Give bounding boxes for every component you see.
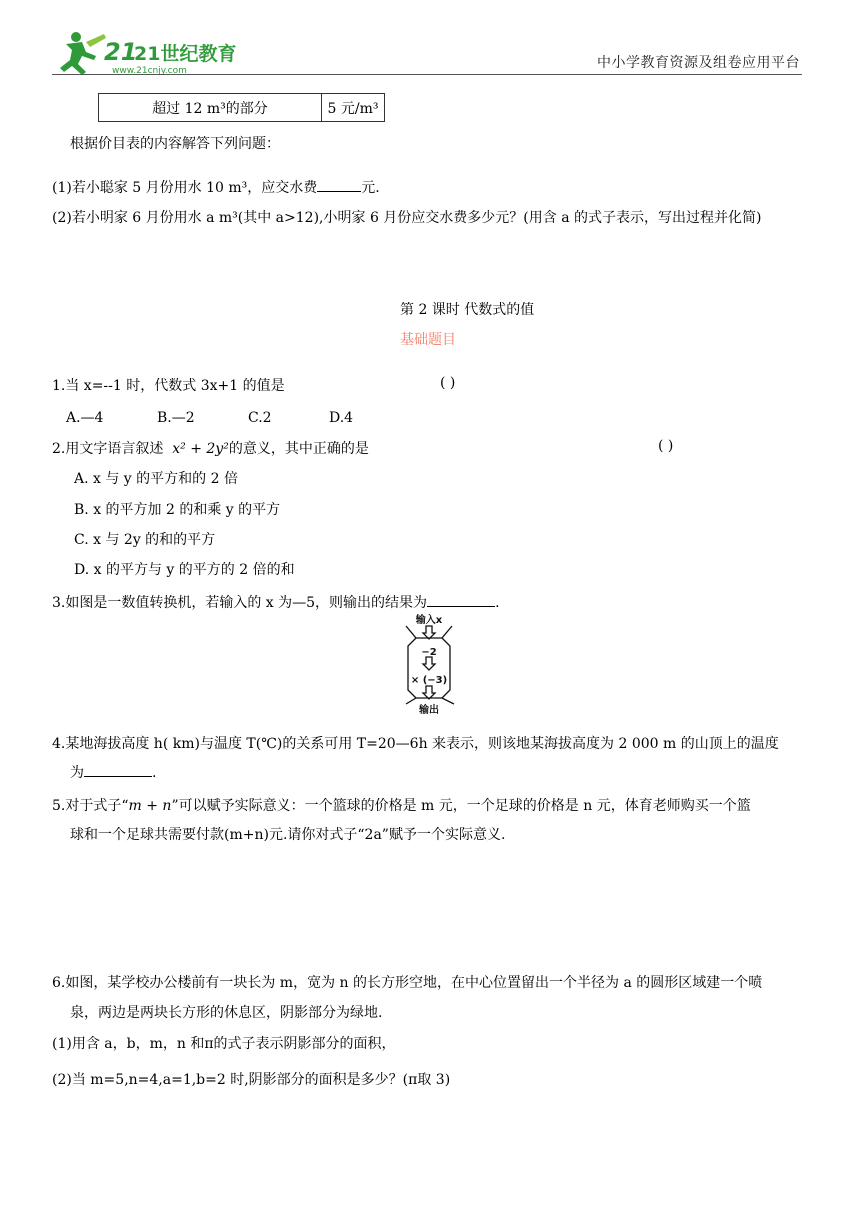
number-conversion-machine-diagram bbox=[398, 612, 464, 716]
question-1-text: (1)若小聪家 5 月份用水 10 m³，应交水费 bbox=[52, 180, 318, 196]
problem-2-option-d: D. x 的平方与 y 的平方的 2 倍的和 bbox=[74, 562, 295, 578]
svg-text:21: 21 bbox=[104, 38, 138, 66]
problem-3-text: 3.如图是一数值转换机，若输入的 x 为—5，则输出的结果为 bbox=[52, 595, 428, 611]
problem-2-stem-before: 2.用文字语言叙述 bbox=[52, 441, 164, 457]
answer-blank[interactable] bbox=[427, 592, 495, 607]
problem-1-answer-paren[interactable]: ( ) bbox=[440, 375, 456, 391]
problem-6-line-2: 泉，两边是两块长方形的休息区，阴影部分为绿地. bbox=[70, 1005, 383, 1021]
down-arrow-icon bbox=[423, 657, 435, 670]
question-1-end: 元. bbox=[361, 180, 380, 196]
price-table bbox=[98, 93, 385, 122]
runner-icon bbox=[60, 32, 106, 75]
down-arrow-icon bbox=[423, 686, 435, 699]
problem-1-option-a: A.—4 bbox=[66, 410, 104, 426]
problem-4-end: . bbox=[152, 765, 157, 781]
intro-text: 根据价目表的内容解答下列问题： bbox=[70, 136, 280, 152]
problem-1-stem: 1.当 x=--1 时，代数式 3x+1 的值是 bbox=[52, 378, 285, 394]
problem-2-stem-after: 的意义，其中正确的是 bbox=[228, 441, 369, 457]
problem-2-answer-paren[interactable]: ( ) bbox=[658, 438, 674, 454]
problem-2-option-a: A. x 与 y 的平方和的 2 倍 bbox=[74, 471, 238, 487]
down-arrow-icon bbox=[423, 626, 435, 639]
header-divider bbox=[52, 74, 802, 75]
problem-2-stem bbox=[52, 438, 369, 458]
problem-3-stem bbox=[52, 592, 500, 612]
problem-1-option-c: C.2 bbox=[248, 410, 272, 426]
problem-5-line-1 bbox=[52, 795, 751, 815]
site-logo bbox=[52, 28, 237, 78]
problem-6-line-1: 6.如图，某学校办公楼前有一块长为 m，宽为 n 的长方形空地，在中心位置留出一个半径为 a 的圆形区域建一个喷 bbox=[52, 975, 763, 991]
question-1 bbox=[52, 177, 380, 197]
problem-5-text-b: ”可以赋予实际意义：一个篮球的价格是 m 元，一个足球的价格是 n 元，体育老师购买一个篮 bbox=[171, 798, 751, 814]
svg-text:www.21cnjy.com: www.21cnjy.com bbox=[112, 66, 187, 76]
question-2: (2)若小明家 6 月份用水 a m³(其中 a>12),小明家 6 月份应交水费多少元？(用含 a 的式子表示，写出过程并化简) bbox=[52, 210, 762, 226]
price-row-label: 超过 12 m³的部分 bbox=[99, 94, 322, 122]
price-row-value: 5 元/m³ bbox=[322, 94, 385, 122]
problem-5-text-a: 5.对于式子“ bbox=[52, 798, 129, 814]
machine-step-1: −2 bbox=[421, 647, 437, 658]
svg-text:21世纪教育: 21世纪教育 bbox=[134, 43, 237, 65]
table-row bbox=[99, 94, 385, 122]
problem-4-line-1: 4.某地海拔高度 h( km)与温度 T(℃)的关系可用 T=20—6h 来表示，则该地某海拔高度为 2 000 m 的山顶上的温度 bbox=[52, 736, 779, 752]
answer-blank[interactable] bbox=[317, 177, 361, 192]
machine-step-2: × (−3) bbox=[410, 675, 448, 686]
problem-6-sub-1: (1)用含 a，b，m，n 和π的式子表示阴影部分的面积， bbox=[52, 1036, 396, 1052]
problem-2-option-b: B. x 的平方加 2 的和乘 y 的平方 bbox=[74, 502, 281, 518]
platform-name: 中小学教育资源及组卷应用平台 bbox=[597, 55, 800, 71]
answer-blank[interactable] bbox=[84, 762, 152, 777]
problem-5-line-2: 球和一个足球共需要付款(m+n)元.请你对式子“2a”赋予一个实际意义. bbox=[70, 827, 506, 843]
problem-6-sub-2: (2)当 m=5,n=4,a=1,b=2 时,阴影部分的面积是多少？(π取 3) bbox=[52, 1072, 451, 1088]
problem-5-expression: m + n bbox=[128, 798, 172, 814]
machine-input-label: 输入x bbox=[415, 615, 443, 626]
problem-2-option-c: C. x 与 2y 的和的平方 bbox=[74, 532, 216, 548]
problem-2-expression: x² + 2y² bbox=[172, 441, 229, 457]
section-subtitle: 基础题目 bbox=[400, 332, 456, 348]
section-title: 第 2 课时 代数式的值 bbox=[400, 302, 535, 318]
problem-4-line-2 bbox=[70, 762, 156, 782]
problem-1-option-d: D.4 bbox=[329, 410, 354, 426]
problem-1-option-b: B.—2 bbox=[157, 410, 195, 426]
problem-3-end: . bbox=[495, 595, 500, 611]
machine-output-label: 输出 bbox=[419, 705, 439, 716]
problem-4-text: 为 bbox=[70, 765, 84, 781]
